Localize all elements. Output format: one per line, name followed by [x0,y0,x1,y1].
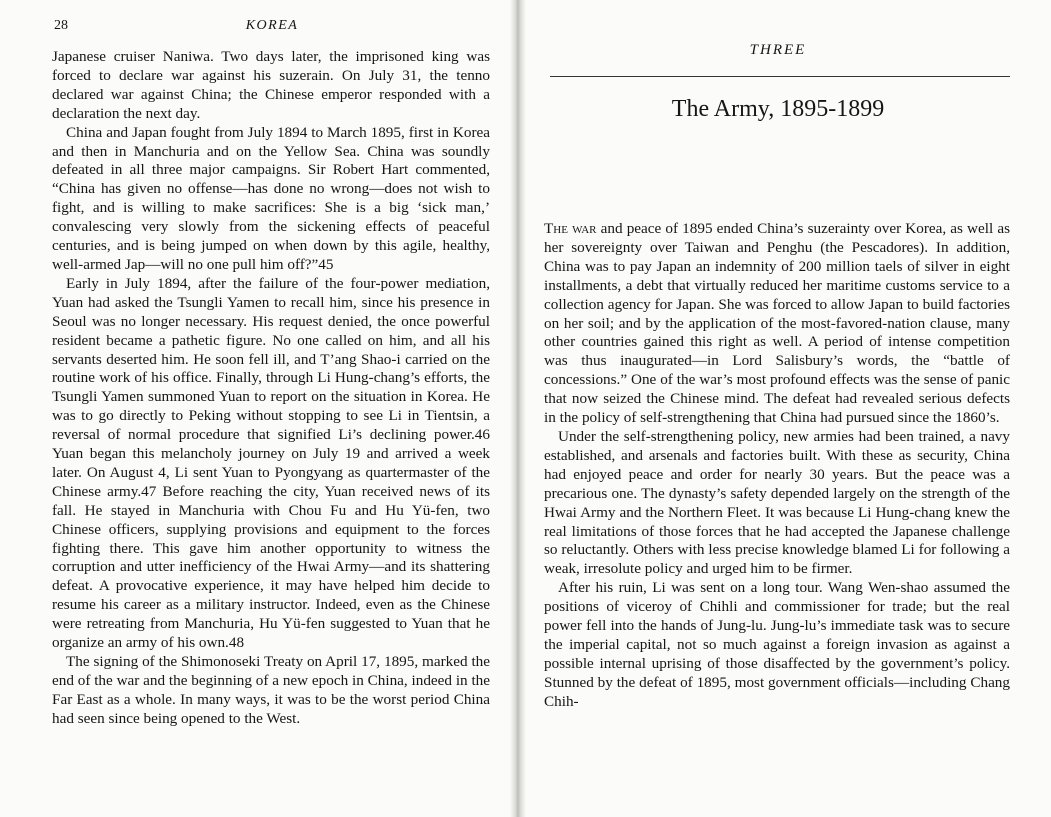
paragraph: Under the self-strengthening policy, new armies had been trained, a navy established, and arsenals and factories built. With these as security, China had enjoyed peace and order for nearly 30 years. But the peace was a precarious one. The dynasty’s safety depended largely on the strength of the Hwai Army and the Northern Fleet. It was because Li Hung-chang knew the real limitations of those forces that he had accepted the Japanese challenge so reluctantly. Others with less precise knowledge blamed Li for following a weak, irresolute policy and urged him to be firmer. [544,427,1010,578]
paragraph: After his ruin, Li was sent on a long tour. Wang Wen-shao assumed the positions of viceroy of Chihli and commissioner for trade; but the real power fell into the hands of Jung-lu. Jung-lu’s immediate task was to secure the imperial capital, not so much against a foreign invasion as against a possible internal uprising of those disaffected by the government’s policy. Stunned by the defeat of 1895, most government officials—including Chang Chih- [544,579,1010,710]
opening-smallcaps: The war [544,220,597,237]
book-gutter [510,0,526,817]
left-page [0,0,510,817]
running-head [54,18,490,38]
paragraph-text: and peace of 1895 ended China’s suzerainty over Korea, as well as her sovereignty over Taiwan and Penghu (the Pescadores). In addition, China was to pay Japan an indemnity of 200 million taels of silver in eight installments, a debt that virtually reduced her maritime customs service to a collection agency for Japan. She was forced to allow Japan to build factories on her soil; and by the application of the most-favored-nation clause, many other countries gained this right as well. A period of intense competition was thus inaugurated—in Lord Salisbury’s words, the “battle of concessions.” One of the war’s most profound effects was the sense of panic that now seized the Chinese mind. The defeat had revealed serious defects in the policy of self-strengthening that China had pursued since the 1860’s. [544,220,1010,427]
paragraph: China and Japan fought from July 1894 to March 1895, first in Korea and then in Manchuria and on the Yellow Sea. China was soundly defeated in all three major campaigns. Sir Robert Hart commented, “China has given no offense—has done no wrong—does not wish to fight, and is willing to make sacrifices: She is a big ‘sick man,’ convalescing very slowly from the sickening effects of peaceful centuries, and is being jumped on when down by this agile, healthy, well-armed Jap—will no one pull him off?”45 [52,123,490,273]
chapter-divider [550,76,1010,77]
paragraph: Japanese cruiser Naniwa. Two days later, the imprisoned king was forced to declare war against his suzerain. On July 31, the tenno declared war against China; the Chinese emperor responded with a declaration the next day. [52,48,490,122]
right-body-text [544,220,1010,712]
page-number: 28 [54,18,68,33]
running-title: KOREA [245,18,299,33]
opening-paragraph [544,220,1010,428]
paragraph: The signing of the Shimonoseki Treaty on April 17, 1895, marked the end of the war and the beginning of a new epoch in China, indeed in the Far East as a whole. In many ways, it was to be the worst period China had seen since being opened to the West. [52,653,490,727]
chapter-number: THREE [749,42,807,58]
chapter-title: The Army, 1895-1899 [671,96,885,122]
paragraph: Early in July 1894, after the failure of the four-power mediation, Yuan had asked the Tsungli Yamen to recall him, since his presence in Seoul was no longer necessary. His request denied, the once powerful resident became a pathetic figure. No one called on him, and all his servants deserted him. He soon fell ill, and T’ang Shao-i carried on the routine work of his office. Finally, through Li Hung-chang’s efforts, the Tsungli Yamen summoned Yuan to report on the situation in Korea. He was to go directly to Peking without stopping to see Li in Tientsin, a reversal of normal procedure that signified Li’s declining power.46 Yuan began this melancholy journey on July 19 and arrived a week later. On August 4, Li sent Yuan to Pyongyang as quartermaster of the Chinese army.47 Before reaching the city, Yuan received news of its fall. He stayed in Manchuria with Chou Fu and Hu Yü-fen, two Chinese officers, supplying provisions and equipment to the forces fighting there. This gave him another opportunity to witness the corruption and utter inefficiency of the Hwai Army—and its shattering defeat. A provocative experience, it may have helped him decide to resume his career as a military instructor. Indeed, even as the Chinese were retreating from Manchuria, Hu Yü-fen suggested to Yuan that he organize an army of his own.48 [52,274,490,652]
right-page [526,0,1051,817]
left-body-text [52,48,490,729]
